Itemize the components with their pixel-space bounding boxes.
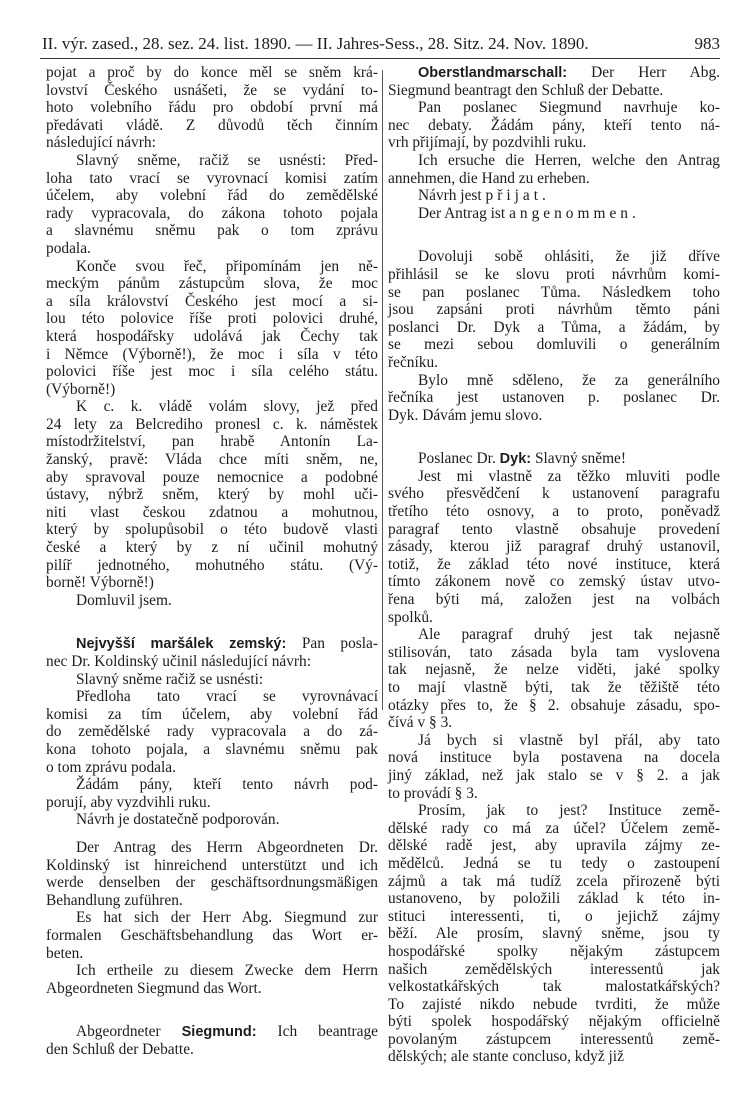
text-line: mědělců. Jedná se tu tedy o zastoupení [388,854,720,872]
text-line: řena býti má, založen jest na volbách [388,591,720,609]
text-line: tak nejasně, že nelze viděti, jaké spolky [388,661,720,679]
paragraph [388,248,720,371]
text-line: i Němce (Výborně!), že moc i síla v této [46,345,378,363]
text-line: a síla království Českého jest mocí a si- [46,292,378,310]
text-line: povolaným zástupcem interessentů země- [388,1030,720,1048]
text-line: řečníku. [388,353,438,371]
text-line: beten. [46,944,84,962]
text-line: řečníka jest ustanoven p. poslanec Dr. [388,389,720,407]
text-line: vrh přijímají, by pozdvihli ruku. [388,134,587,152]
text-line: hospodářské spolky nějakým zástupcem [388,942,720,960]
text-line: den Schluß der Debatte. [46,1040,194,1058]
text-line: annehmen, die Hand zu erheben. [388,169,590,187]
paragraph [388,372,720,425]
text-line: dělské radě jest, aby upravila zájmy ze- [388,837,720,855]
lead-text: Der Antrag ist [418,204,506,222]
left-column [46,64,378,1058]
column-divider [382,70,383,710]
text-line: loha tato vrací se vyrovnací komisi zatím [46,169,378,187]
text-line: ústavy, nýbrž sněm, který by mohl uči- [46,486,378,504]
text-line: To zajisté nikdo nebude tvrditi, že může [388,995,720,1013]
lead-text: Návrh jest [418,187,482,205]
text-line: poslanci Dr. Dyk a Tůma, a žádám, by [388,318,720,336]
text-line: nová instituce byla postavena na docela [388,749,720,767]
text-line [46,635,378,653]
speaker-paragraph [46,635,378,670]
text-line: to mají vlastně býti, tak že těžiště této [388,679,720,696]
text-line: Já bych si vlastně byl přál, aby tato [418,731,720,749]
text-line: Domluvil jsem. [76,591,172,609]
speaker-name: Nejvyšší maršálek zemský: [76,636,287,653]
text-line: 24 lety za Belcrediho pronesl c. k. náměstek [46,415,378,433]
paragraph [46,64,378,152]
text-line: Es hat sich der Herr Abg. Siegmund zur [76,909,378,927]
text-line: pojat a proč by do konce měl se sněm krá- [46,64,378,81]
text-line: polovici říše jest moc i síla celého státu. [46,363,378,381]
line-text: Der Herr Abg. [591,64,720,81]
paragraph [46,776,378,811]
text-line: který by spolupůsobil o této budově vlasti [46,521,378,539]
text-line: lou této polovice říše proti polovici druhé, [46,310,378,328]
text-line [388,187,720,205]
paragraph [46,688,378,776]
text-line: Žádám pány, kteří tento návrh pod- [76,776,378,794]
text-line: Ale paragraf druhý jest tak nejasně [418,626,720,644]
text-line: Pan poslanec Siegmund navrhuje ko- [418,99,720,117]
text-line: Bylo mně sděleno, že za generálního [418,371,720,389]
speaker-prefix: Abgeordneter [76,1023,161,1041]
text-line: Konče svou řeč, připomínám jen ně- [76,257,378,275]
paragraph [46,811,378,829]
paragraph [46,839,378,909]
paragraph [388,152,720,187]
paragraph [388,626,720,732]
text-line: kona tohoto pojala, a slavnému sněmu pak [46,740,378,758]
spaced-emphasis: přijat. [485,187,550,205]
paragraph [46,962,378,997]
text-line: býti spolek hospodářský nějakým officielně [388,1013,720,1031]
text-line [46,1023,378,1041]
text-line: formalen Geschäftsbehandlung das Wort er- [46,926,378,944]
speaker-name: Siegmund: [181,1024,257,1041]
text-line: stituci interessenti, ti, o jejichž zájmy [388,907,720,925]
text-line: komisi za tím účelem, aby volební řád [46,705,378,723]
text-line: Návrh je dostatečně podporován. [76,811,280,829]
text-line: předávati vládě. Z důvodů těch činním [46,116,378,134]
text-line: otázky přes to, že § 2. obsahuje zásadu, spo- [388,696,720,714]
text-line: Slavný sněme, račiž se usnésti: Před- [76,151,378,169]
text-line: přihlásil se ke slovu proti návrhům komi- [388,265,720,283]
text-line [388,450,720,468]
speaker-name: Dyk: [499,451,532,468]
text-line: Abgeordneten Siegmund das Wort. [46,979,262,997]
paragraph [388,732,720,802]
text-line: Slavný sněme račiž se usnésti: [76,670,264,688]
text-line: Siegmund beantragt den Schluß der Debatte. [388,81,664,99]
text-line: Ich ersuche die Herren, welche den Antrag [418,151,720,169]
text-line: velkostatkářských tak malostatkářských? [388,978,720,996]
text-line: nec Dr. Koldinský učinil následující návrh: [46,653,312,670]
paragraph [46,671,378,689]
text-line: Dyk. Dávám jemu slovo. [388,406,543,424]
text-line: o tom zprávu podala. [46,758,176,776]
paragraph [388,802,720,1066]
page-number: 983 [694,34,720,53]
paragraph [388,99,720,152]
text-line: se mezi sebou domluvili o generálním [388,336,720,354]
text-line: lovství Českého usnášeti, že se vydání to- [46,81,378,99]
text-line: rady vypracovala, do zákona tohoto pojala [46,204,378,222]
text-line: našich zemědělských interessentů jak [388,960,720,978]
paragraph [46,592,378,610]
paragraph-gap [46,829,378,839]
text-line: (Výborně!) [46,380,116,398]
text-line: podala. [46,239,91,257]
paragraph [388,187,720,205]
text-line: dělské rady co má za účel? Účelem země- [388,819,720,837]
text-line: zájmů a tak má tudíž zcela přirozeně býti [388,872,720,890]
text-line: účelem, aby volební řád do zemědělské [46,187,378,205]
text-line: Ich ertheile zu diesem Zwecke dem Herrn [76,962,378,980]
text-line: porují, aby vyzdvihli ruku. [46,793,211,811]
text-line: borně! Výborně!) [46,574,154,592]
text-line: Behandlung zuführen. [46,891,183,909]
text-line: Dovoluji sobě ohlásiti, že již dříve [418,248,720,266]
speaker-prefix: Poslanec Dr. [418,450,496,468]
text-line: K c. k. vládě volám slovy, jež před [76,398,378,416]
text-line: meckým pánům zástupcům slova, že moc [46,275,378,293]
text-line: následující návrh: [46,134,156,152]
text-line: žanský, pravě: Vláda chce míti sněm, ne, [46,451,378,469]
text-line: niti vlast českou zdatnou a mohutnou, [46,503,378,521]
text-line: a slavnému sněmu pak o tom zprávu [46,222,378,240]
spaced-emphasis: angenommen. [509,204,640,222]
text-line: jiný základ, než jak stalo se v § 2. a jak [388,766,720,784]
text-line: paragraf tento vlastně obsahuje provedení [388,520,720,538]
text-line: nec debaty. Žádám pány, kteří tento ná- [388,116,720,134]
text-line: české a který by z ní učinil mohutný [46,539,378,557]
text-line: třetího této osnovy, a to proto, poněvadž [388,503,720,521]
text-line: pilíř jednotného, mohutného státu. (Vý- [46,556,378,574]
text-line: která hospodářsky udolává jak Čechy tak [46,327,378,345]
paragraph [388,468,720,626]
text-line: Předloha tato vrací se vyrovnávací [76,688,378,706]
paragraph [46,152,378,258]
paragraph [388,205,720,223]
running-header [40,30,720,59]
paragraph-gap [46,997,378,1023]
header-title: II. výr. zased., 28. sez. 24. list. 1890. — II. Jahres-Sess., 28. Sitz. 24. Nov. 1890. [42,34,589,53]
text-line: Koldinský ist hinreichend unterstützt und ich [46,856,378,874]
speaker-paragraph [388,64,720,99]
text-line [388,64,720,82]
text-line: se pan poslanec Tůma. Následkem toho [388,283,720,301]
text-line: dělských; ale stante concluso, když již [388,1048,624,1066]
text-line: to provádí § 3. [388,784,478,802]
paragraph-gap [388,424,720,450]
text-line: werde denselben der geschäftsordnungsmäßigen [46,874,378,892]
text-line: aby spravoval pouze nemocnice a podobné [46,468,378,486]
text-line: běží. Ale prosím, slavný sněme, jsou ty [388,925,720,943]
paragraph [46,909,378,962]
text-line: zásady, kterou již paragraf druhý ustanovil, [388,538,720,556]
line-text: Ich beantrage [277,1023,378,1041]
text-line: Der Antrag des Herrn Abgeordneten Dr. [76,838,378,856]
text-line: Jest mi vlastně za těžko mluviti podle [418,467,720,485]
text-line: místodržitelství, pan hrabě Antonín La- [46,433,378,451]
text-line: tímto zákonem nově co zemský ústav utvo- [388,573,720,591]
text-line: do zemědělské rady vypracovala a do zá- [46,723,378,741]
line-text: Pan posla- [301,635,378,653]
text-line [388,205,720,223]
speaker-paragraph [46,1023,378,1058]
right-column [388,64,720,1066]
text-line: svého přesvědčení k ustanovení paragrafu [388,485,720,503]
text-line: čívá v § 3. [388,714,453,732]
line-text: Slavný sněme! [534,450,626,468]
text-line: stilisován, tato zásada byla tam vyslovena [388,643,720,661]
text-line: totiž, že základ této nové instituce, která [388,555,720,573]
text-line: ustanoveno, by položili základ k této in- [388,890,720,908]
speaker-name: Oberstlandmarschall: [418,65,568,81]
paragraph [46,258,378,399]
text-line: jsou zapsáni proti návrhům těmto páni [388,301,720,319]
speaker-paragraph [388,450,720,468]
text-line: hoto volebního řádu pro období první má [46,99,378,117]
paragraph-gap [388,222,720,248]
paragraph [46,398,378,592]
paragraph-gap [46,609,378,635]
text-line: spolků. [388,608,433,626]
text-line: Prosím, jak to jest? Instituce země- [418,802,720,820]
